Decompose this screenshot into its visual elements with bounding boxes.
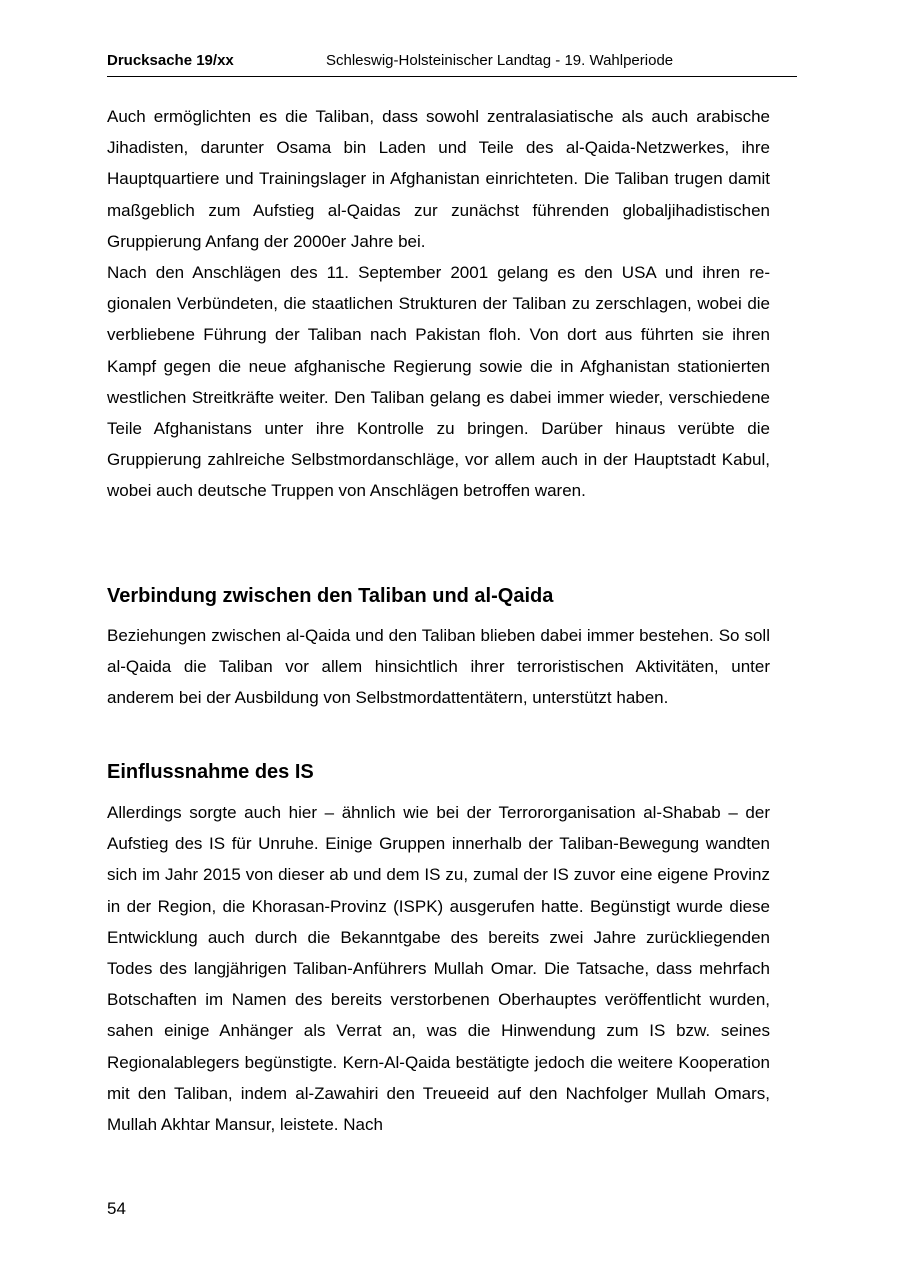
document-id: Drucksache 19/xx: [107, 52, 234, 69]
page-number: 54: [107, 1199, 126, 1218]
paragraph-taliban-al-qaida: Beziehungen zwischen al-Qaida und den Taliban blieben dabei immer bestehen. So soll al-Qaida die Taliban vor allem hinsichtlich ihrer terroristischen Aktivitäten, unter anderem bei der Ausbildung von Selbstmordattentätern, unterstützt haben.: [107, 626, 770, 708]
section-heading-taliban-al-qaida: Verbindung zwischen den Taliban und al-Qaida: [107, 585, 554, 607]
paragraph-taliban-support: Auch ermöglichten es die Taliban, dass sowohl zentralasiatische als auch arabische Jihadisten, darunter Osama bin Laden und Teile des al-Qaida-Netzwerkes, ihre Hauptquartiere und Trainingslager in Afghanistan einrichteten. Die Taliban trugen damit maßgeblich zum Aufstieg al-Qaidas zur zunächst führenden globaljihadistischen Gruppierung Anfang der 2000er Jahre bei.: [107, 107, 770, 251]
paragraph-is-influence: Allerdings sorgte auch hier – ähnlich wie bei der Terrororganisation al-Shabab – der Aufstieg des IS für Unruhe. Einige Gruppen innerhalb der Taliban-Bewegung wandten sich im Jahr 2015 von dieser ab und dem IS zu, zumal der IS zuvor eine eigene Provinz in der Region, die Khorasan-Provinz (ISPK) ausgerufen hatte. Begünstigt wurde diese Entwicklung auch durch die Bekanntgabe des bereits zwei Jahre zurückliegenden Todes des langjährigen Taliban-Anführers Mullah Omar. Die Tatsache, dass mehrfach Botschaften im Namen des bereits verstorbenen Oberhauptes veröffentlicht wurden, sahen einige Anhänger als Verrat an, was die Hinwendung zum IS bzw. seines Regionalablegers begünstigte. Kern-Al-Qaida bestätigte jedoch die weitere Kooperation mit den Taliban, indem al-Zawahiri den Treueeid auf den Nachfolger Mullah Omars, Mullah Akhtar Mansur, leistete. Nach: [107, 803, 770, 1135]
page-header: [107, 50, 797, 77]
paragraph-after-9-11: Nach den Anschlägen des 11. September 2001 gelang es den USA und ihren regionalen Verbündeten, die staatlichen Strukturen der Taliban zu zerschlagen, wobei die verbliebene Führung der Taliban nach Pakistan floh. Von dort aus führten sie ihren Kampf gegen die neue afghanische Regierung sowie die in Afghanistan stationierten westlichen Streitkräfte weiter. Den Taliban gelang es dabei immer wieder, verschiedene Teile Afghanistans unter ihre Kontrolle zu bringen. Darüber hinaus verübte die Gruppierung zahlreiche Selbstmordanschläge, vor allem auch in der Hauptstadt Kabul, wobei auch deutsche Truppen von Anschlägen betroffen waren.: [107, 263, 770, 501]
parliament-title: Schleswig-Holsteinischer Landtag - 19. Wahlperiode: [326, 52, 674, 69]
section-heading-is-influence: Einflussnahme des IS: [107, 761, 314, 783]
